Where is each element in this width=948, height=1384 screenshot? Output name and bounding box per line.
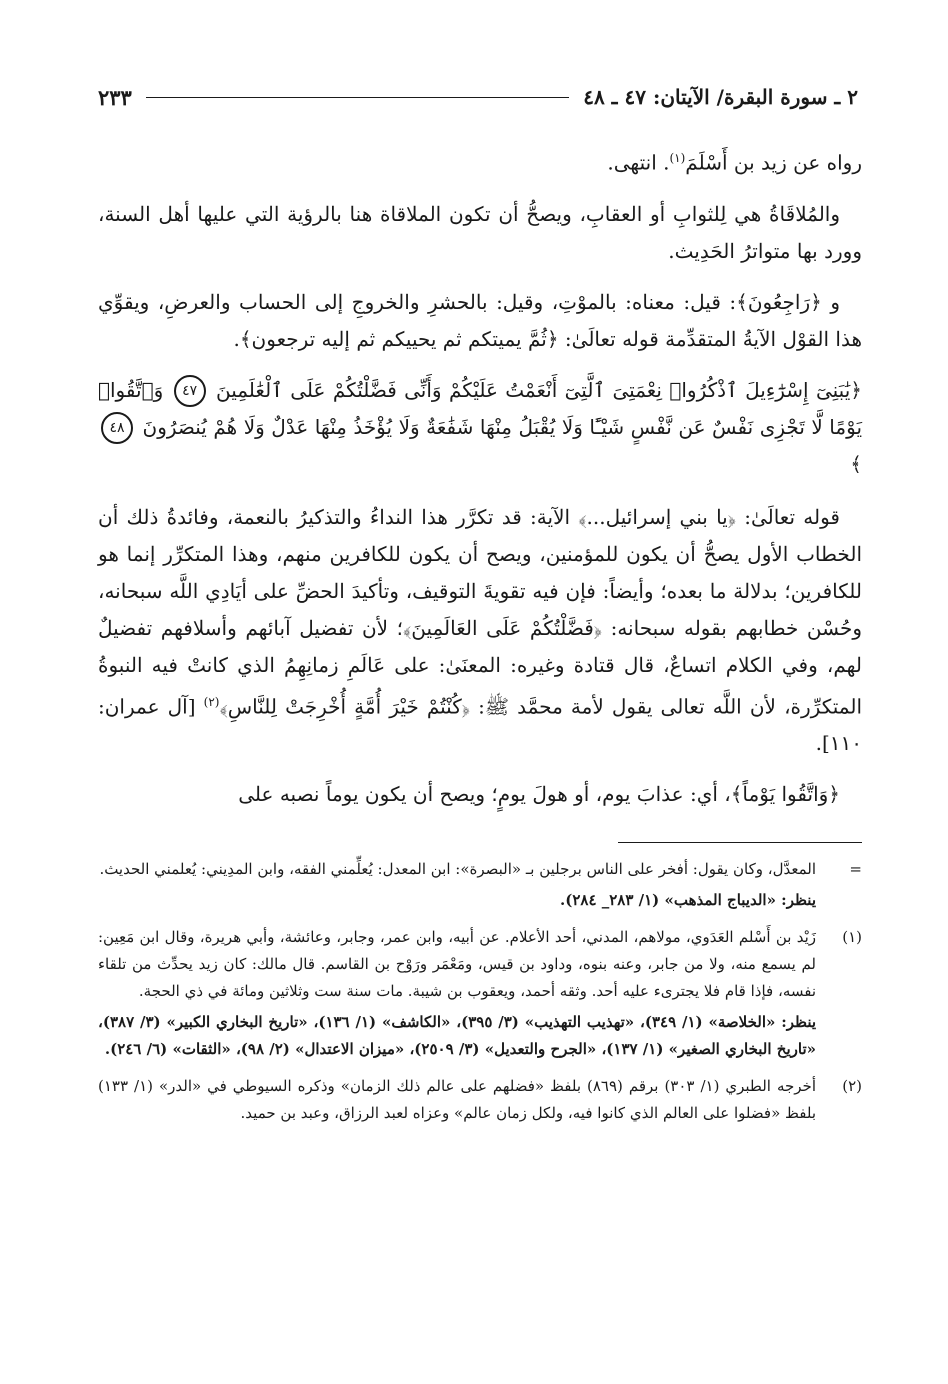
- verse-close: ﴾: [850, 451, 862, 476]
- footnote-2: [98, 1073, 862, 1131]
- ayah-number-47: ٤٧: [174, 375, 206, 407]
- paragraph-4: [98, 499, 862, 763]
- page-number: ٢٣٣: [98, 84, 132, 110]
- footnote-text: أخرجه الطبري (١/ ٣٠٣) برقم (٨٦٩) بلفظ «فضلهم على عالم ذلك الزمان» وذكره السيوطي في «الدر» (١/ ١٣٣) بلفظ «فضلوا على العالم الذي كانوا فيه، ولكل زمان عالم» وعزاه لعبد الرزاق، وعبد بن حميد.: [98, 1077, 816, 1122]
- p4-end: [آل عمران: ١١٠].: [98, 694, 862, 756]
- footnote-continued: [98, 856, 862, 918]
- paragraph-1: [98, 140, 862, 182]
- footnote-text: زَيْد بن أَسْلم العَدَوي، مولاهم، المدني، أحد الأعلام. عن أبيه، وابن عمر، وجابر، وعائشة، وأبي هريرة، وقال ابن مَعِين: لم يسمع منه، ولا من جابر، وعنه بنوه، وداود بن قيس، ومَعْمَر ورَوْح بن القاسم. قال مالك: كان زيد يحدِّث من تلقاء نفسه، فإذا قام فلا يجترىء عليه أحد. وثقه أحمد، ويعقوب بن شيبة. مات سنة ست وثلاثين ومائة في ذي الحجة.: [98, 928, 816, 1000]
- p1-end: . انتهى.: [607, 150, 670, 175]
- header-rule: [146, 97, 569, 98]
- verse-text-1: ﴿يَٰبَنِىٓ إِسْرَٰٓءِيلَ ٱذْكُرُوا۟ نِعْمَتِىَ ٱلَّتِىٓ أَنْعَمْتُ عَلَيْكُمْ وَأَنِّى فَضَّلْتُكُمْ عَلَى ٱلْعَٰلَمِينَ: [215, 377, 862, 402]
- footnote-marker: (١): [842, 928, 862, 946]
- main-text: [98, 140, 862, 827]
- footnote-body: [98, 856, 816, 918]
- footnote-ref-1: (١): [669, 151, 686, 165]
- ayah-number-48: ٤٨: [101, 412, 133, 444]
- footnote-references: ينظر: «الخلاصة» (١/ ٣٤٩)، «تهذيب التهذيب» (٣/ ٣٩٥)، «الكاشف» (١/ ١٣٦)، «تاريخ البخاري الكبير» (٣/ ٣٨٧)، «تاريخ البخاري الصغير» (١/ ١٣٧)، «الجرح والتعديل» (٣/ ٢٥٠٩)، «ميزان الاعتدال» (٢/ ٩٨)، «الثقات» (٦/ ٢٤٦).: [98, 1013, 817, 1058]
- paragraph-5: ﴿وَاتَّقُوا يَوْماً﴾، أي: عذابَ يوم، أو هولَ يومٍ؛ ويصح أن يكون يوماً نصبه على: [238, 782, 840, 807]
- header-title: ٢ ـ سورة البقرة/ الآيتان: ٤٧ ـ ٤٨: [583, 85, 858, 109]
- footnote-separator: [618, 842, 862, 843]
- verse-text-2: وَٱتَّقُوا۟ يَوْمًا لَّا تَجْزِى نَفْسٌ عَن نَّفْسٍ شَيْـًٔا وَلَا يُقْبَلُ مِنْهَا شَفَٰعَةٌ وَلَا يُؤْخَذُ مِنْهَا عَدْلٌ وَلَا هُمْ يُنصَرُونَ: [98, 377, 863, 439]
- footnotes: [98, 856, 862, 1137]
- footnote-marker: (٢): [842, 1077, 862, 1095]
- paragraph-3: و ﴿رَاجِعُونَ﴾: قيل: معناه: بالموْتِ، وقيل: بالحشرِ والخروجِ إلى الحساب والعرضِ، ويقوِّي هذا القوْل الآيةُ المتقدِّمة قوله تعالَىٰ: ﴿ثُمَّ يميتكم ثم يحييكم ثم إليه ترجعون﴾.: [98, 289, 862, 351]
- footnote-references: ينظر: «الديباج المذهب» (١/ ٢٨٣_ ٢٨٤).: [560, 891, 816, 909]
- paragraph-2: والمُلاقَاةُ هي لِلثوابِ أو العقابِ، ويصحُّ أن تكون الملاقاة هنا بالرؤية التي عليها أهل السنة، وورد بها متواترُ الحَدِيث.: [98, 201, 862, 263]
- footnote-1: [98, 924, 862, 1067]
- p1-text: رواه عن زيد بن أَسْلَمَ: [685, 150, 862, 175]
- quran-verse: [98, 372, 862, 483]
- p4-text: قوله تعالَىٰ: ﴿يا بني إسرائيل...﴾ الآية: قد تكرَّر هذا النداءُ والتذكيرُ بالنعمة، وفائدةُ ذلك أن الخطاب الأول يصحُّ أن يكون للمؤمنين، ويصح أن يكون للكافرين منهم، وهذا المتكرِّر إنما هو للكافرين؛ بدلالة ما بعده؛ وأيضاً: فإن فيه تقويةَ التوقيف، وتأكيدَ الحضِّ على أيَادِي اللَّه سبحانه، وحُسْن خطابهم بقوله سبحانه: ﴿فَضَّلْتُكُمْ عَلَى العَالَمِينَ﴾؛ لأن تفضيل آبائهم وأسلافهم تفضيلٌ لهم، وفي الكلام اتساعٌ، قال قتادة وغيره: المعنَىٰ: على عَالَمِ زمانِهِمُ الذي كانتْ فيه النبوةُ المتكرِّرة، لأن اللَّه تعالى يقول لأمة محمَّد ﷺ: ﴿كُنْتُمْ خَيْرَ أُمَّةٍ أُخْرِجَتْ لِلنَّاسِ﴾: [98, 504, 862, 719]
- footnote-marker: =: [849, 860, 862, 878]
- running-header: [98, 80, 858, 114]
- footnote-text: المعدَّل، وكان يقول: أفخر على الناس برجلين بـ «البصرة»: ابن المعدل: يُعلِّمني الفقه، وابن المدِيني: يُعلمني الحديث.: [99, 860, 816, 878]
- footnote-body: [98, 1073, 816, 1131]
- footnote-ref-2: (٢): [203, 694, 220, 709]
- footnote-body: [98, 924, 816, 1067]
